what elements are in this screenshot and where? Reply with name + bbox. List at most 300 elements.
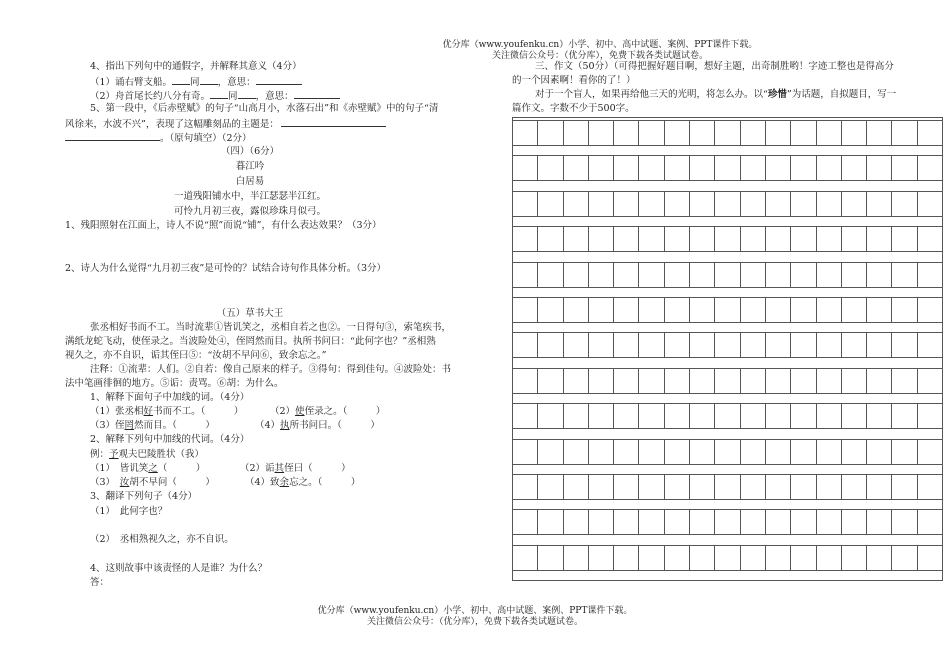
q4-item-2-tong: 同 xyxy=(228,91,238,102)
grid-cell[interactable] xyxy=(538,510,563,534)
grid-cell[interactable] xyxy=(665,546,690,570)
grid-cell[interactable] xyxy=(817,404,842,428)
grid-cell[interactable] xyxy=(538,475,563,499)
grid-cell[interactable] xyxy=(715,404,740,428)
grid-cell[interactable] xyxy=(589,298,614,322)
grid-cell[interactable] xyxy=(513,156,538,180)
grid-cell[interactable] xyxy=(665,192,690,216)
q4-item-1-meaning: ，意思： xyxy=(217,77,256,88)
grid-cell[interactable] xyxy=(791,121,816,145)
q4-2-blank-b[interactable] xyxy=(238,89,256,99)
grid-cell[interactable] xyxy=(665,298,690,322)
q4-2-blank-c[interactable] xyxy=(294,89,340,99)
note-line-2: 法中笔画徘徊的地方。⑤诟：责骂。⑥胡：为什么。 xyxy=(65,378,284,389)
sq2-1-post: （ ） xyxy=(157,463,206,474)
sq2-1-pre: （1） 皆讥笑 xyxy=(90,463,149,474)
grid-cell[interactable] xyxy=(639,404,664,428)
grid-cell[interactable] xyxy=(614,156,639,180)
sq1-item-2 xyxy=(270,406,385,418)
grid-cell[interactable] xyxy=(892,333,917,357)
grid-row xyxy=(513,332,942,358)
grid-cell[interactable] xyxy=(564,121,589,145)
grid-cell[interactable] xyxy=(639,440,664,464)
q4-title: 4、指出下列句中的通假字，并解释其意义（4分） xyxy=(90,61,302,72)
grid-cell[interactable] xyxy=(918,121,942,145)
grid-cell[interactable] xyxy=(766,192,791,216)
story-line-1: 张丞相好书而不工。当时流辈①皆讥笑之，丞相自若之也②。一日得句③，索笔疾书， xyxy=(90,322,452,333)
sq2-2-pre: （2）诟 xyxy=(240,463,275,474)
grid-cell[interactable] xyxy=(690,298,715,322)
grid-cell[interactable] xyxy=(791,475,816,499)
grid-cell[interactable] xyxy=(867,475,892,499)
grid-cell[interactable] xyxy=(589,263,614,287)
grid-cell[interactable] xyxy=(918,510,942,534)
grid-cell[interactable] xyxy=(538,121,563,145)
grid-cell[interactable] xyxy=(715,298,740,322)
q5-blank-2[interactable] xyxy=(65,131,160,141)
sq1-1-post: 书而不工。（ ） xyxy=(153,406,244,417)
grid-cell[interactable] xyxy=(918,192,942,216)
sq1-item-3 xyxy=(90,420,215,432)
grid-cell[interactable] xyxy=(513,192,538,216)
grid-cell[interactable] xyxy=(918,404,942,428)
grid-cell[interactable] xyxy=(639,475,664,499)
grid-cell[interactable] xyxy=(817,298,842,322)
grid-cell[interactable] xyxy=(791,333,816,357)
sq2-4-underlined: 余 xyxy=(279,477,290,488)
grid-cell[interactable] xyxy=(892,510,917,534)
grid-cell[interactable] xyxy=(867,156,892,180)
grid-cell[interactable] xyxy=(690,404,715,428)
composition-grid[interactable] xyxy=(512,117,943,581)
sq1-4-post: 所书问曰。（ ） xyxy=(289,420,380,431)
grid-cell[interactable] xyxy=(564,192,589,216)
grid-row xyxy=(513,545,942,571)
grid-cell[interactable] xyxy=(614,475,639,499)
grid-cell[interactable] xyxy=(842,475,867,499)
grid-cell[interactable] xyxy=(867,369,892,393)
grid-cell[interactable] xyxy=(817,121,842,145)
poem-line-1: 一道残阳铺水中，半江瑟瑟半江红。 xyxy=(173,191,326,202)
story-question-3: 3、翻译下列句子（4分） xyxy=(90,491,198,502)
grid-cell[interactable] xyxy=(741,298,766,322)
story-line-2: 满纸龙蛇飞动，使侄录之。当波险处④，侄罔然而目。执所书问曰：“此何字也？”丞相熟 xyxy=(65,336,436,347)
grid-cell[interactable] xyxy=(791,440,816,464)
q5-line-2 xyxy=(65,117,386,131)
grid-cell[interactable] xyxy=(741,227,766,251)
grid-cell[interactable] xyxy=(513,475,538,499)
grid-cell[interactable] xyxy=(665,227,690,251)
composition-line-2: 的一个因素啊！看你的了！） xyxy=(512,75,636,86)
grid-cell[interactable] xyxy=(892,298,917,322)
grid-cell[interactable] xyxy=(538,156,563,180)
grid-cell[interactable] xyxy=(538,333,563,357)
grid-cell[interactable] xyxy=(741,333,766,357)
grid-cell[interactable] xyxy=(842,369,867,393)
grid-cell[interactable] xyxy=(589,121,614,145)
grid-cell[interactable] xyxy=(766,510,791,534)
grid-cell[interactable] xyxy=(766,156,791,180)
grid-cell[interactable] xyxy=(614,263,639,287)
grid-cell[interactable] xyxy=(690,369,715,393)
grid-cell[interactable] xyxy=(791,156,816,180)
grid-cell[interactable] xyxy=(791,546,816,570)
q4-1-blank-c[interactable] xyxy=(256,75,302,85)
grid-cell[interactable] xyxy=(766,121,791,145)
grid-cell[interactable] xyxy=(564,510,589,534)
grid-cell[interactable] xyxy=(589,475,614,499)
grid-cell[interactable] xyxy=(715,227,740,251)
composition-line-3-pre: 对于一个盲人，如果再给他三天的光明，将怎么办。以“ xyxy=(535,89,768,100)
grid-cell[interactable] xyxy=(665,121,690,145)
grid-row xyxy=(513,439,942,465)
grid-cell[interactable] xyxy=(564,475,589,499)
grid-cell[interactable] xyxy=(842,404,867,428)
grid-cell[interactable] xyxy=(690,440,715,464)
grid-cell[interactable] xyxy=(665,440,690,464)
sq1-3-pre: （3）侄 xyxy=(90,420,125,431)
grid-cell[interactable] xyxy=(614,333,639,357)
grid-cell[interactable] xyxy=(639,121,664,145)
grid-cell[interactable] xyxy=(867,510,892,534)
grid-cell[interactable] xyxy=(892,156,917,180)
grid-cell[interactable] xyxy=(589,440,614,464)
grid-cell[interactable] xyxy=(892,440,917,464)
q4-item-2-meaning: ，意思： xyxy=(255,91,294,102)
grid-cell[interactable] xyxy=(892,121,917,145)
grid-cell[interactable] xyxy=(513,298,538,322)
grid-cell[interactable] xyxy=(867,298,892,322)
q4-item-2 xyxy=(90,89,340,103)
grid-cell[interactable] xyxy=(892,404,917,428)
grid-cell[interactable] xyxy=(513,369,538,393)
grid-cell[interactable] xyxy=(690,475,715,499)
grid-cell[interactable] xyxy=(564,156,589,180)
grid-cell[interactable] xyxy=(715,192,740,216)
grid-cell[interactable] xyxy=(766,546,791,570)
poem-question-1: 1、残阳照射在江面上，诗人不说“照”而说“铺”，有什么表达效果？（3分） xyxy=(65,220,382,231)
grid-cell[interactable] xyxy=(817,369,842,393)
grid-cell[interactable] xyxy=(817,440,842,464)
sq2-example-pre: 例： xyxy=(90,449,110,460)
grid-cell[interactable] xyxy=(589,369,614,393)
grid-cell[interactable] xyxy=(690,192,715,216)
grid-cell[interactable] xyxy=(614,192,639,216)
grid-cell[interactable] xyxy=(842,333,867,357)
grid-cell[interactable] xyxy=(842,227,867,251)
grid-cell[interactable] xyxy=(867,121,892,145)
grid-cell[interactable] xyxy=(639,263,664,287)
sq1-1-underlined: 好 xyxy=(143,406,154,417)
grid-cell[interactable] xyxy=(791,369,816,393)
story-question-1: 1、解释下面句子中加线的词。（4分） xyxy=(90,392,250,403)
grid-cell[interactable] xyxy=(892,192,917,216)
grid-cell[interactable] xyxy=(867,404,892,428)
grid-cell[interactable] xyxy=(690,227,715,251)
grid-cell[interactable] xyxy=(842,156,867,180)
sq1-3-post: 然而目。（ ） xyxy=(134,420,215,431)
sq1-item-4 xyxy=(255,420,380,432)
grid-cell[interactable] xyxy=(665,475,690,499)
grid-cell[interactable] xyxy=(614,121,639,145)
grid-cell[interactable] xyxy=(766,298,791,322)
grid-cell[interactable] xyxy=(715,333,740,357)
grid-cell[interactable] xyxy=(766,440,791,464)
grid-cell[interactable] xyxy=(918,475,942,499)
grid-cell[interactable] xyxy=(513,121,538,145)
q5-line-3-text: 。（原句填空）（2分） xyxy=(160,133,252,144)
grid-row xyxy=(513,474,942,500)
grid-cell[interactable] xyxy=(741,369,766,393)
grid-cell[interactable] xyxy=(867,440,892,464)
grid-cell[interactable] xyxy=(614,510,639,534)
grid-cell[interactable] xyxy=(538,298,563,322)
grid-cell[interactable] xyxy=(715,510,740,534)
grid-cell[interactable] xyxy=(639,333,664,357)
grid-cell[interactable] xyxy=(589,333,614,357)
grid-cell[interactable] xyxy=(614,440,639,464)
grid-cell[interactable] xyxy=(639,546,664,570)
sq2-2-post: 侄曰（ ） xyxy=(284,463,351,474)
grid-cell[interactable] xyxy=(564,227,589,251)
grid-cell[interactable] xyxy=(817,192,842,216)
grid-cell[interactable] xyxy=(741,404,766,428)
grid-cell[interactable] xyxy=(741,121,766,145)
grid-cell[interactable] xyxy=(817,263,842,287)
grid-cell[interactable] xyxy=(564,298,589,322)
grid-cell[interactable] xyxy=(741,510,766,534)
grid-cell[interactable] xyxy=(715,475,740,499)
grid-cell[interactable] xyxy=(791,298,816,322)
grid-cell[interactable] xyxy=(665,404,690,428)
grid-cell[interactable] xyxy=(513,227,538,251)
grid-cell[interactable] xyxy=(614,369,639,393)
composition-line-1: 三、作文（50分）（可得把握好题目啊，想好主题，出奇制胜哟！字迹工整也是得高分 xyxy=(535,61,894,72)
grid-cell[interactable] xyxy=(564,546,589,570)
grid-cell[interactable] xyxy=(817,333,842,357)
grid-cell[interactable] xyxy=(791,263,816,287)
grid-cell[interactable] xyxy=(766,263,791,287)
grid-cell[interactable] xyxy=(715,263,740,287)
grid-cell[interactable] xyxy=(589,156,614,180)
grid-cell[interactable] xyxy=(766,369,791,393)
grid-row xyxy=(513,120,942,146)
grid-cell[interactable] xyxy=(715,121,740,145)
grid-cell[interactable] xyxy=(741,546,766,570)
grid-cell[interactable] xyxy=(589,192,614,216)
sq2-3-pre: （3） xyxy=(90,477,120,488)
grid-cell[interactable] xyxy=(918,369,942,393)
grid-cell[interactable] xyxy=(741,263,766,287)
grid-cell[interactable] xyxy=(918,227,942,251)
grid-row xyxy=(513,403,942,429)
grid-row xyxy=(513,297,942,323)
grid-cell[interactable] xyxy=(690,156,715,180)
grid-cell[interactable] xyxy=(741,440,766,464)
grid-cell[interactable] xyxy=(791,404,816,428)
grid-cell[interactable] xyxy=(690,121,715,145)
sq1-1-pre: （1）张丞相 xyxy=(90,406,144,417)
poem-author: 白居易 xyxy=(235,176,265,187)
grid-cell[interactable] xyxy=(538,227,563,251)
grid-cell[interactable] xyxy=(741,156,766,180)
grid-cell[interactable] xyxy=(639,369,664,393)
grid-cell[interactable] xyxy=(614,404,639,428)
grid-cell[interactable] xyxy=(589,546,614,570)
grid-cell[interactable] xyxy=(513,333,538,357)
q4-item-1-text: （1）诵右臂支船。 xyxy=(90,77,173,88)
grid-cell[interactable] xyxy=(741,475,766,499)
grid-cell[interactable] xyxy=(690,510,715,534)
grid-cell[interactable] xyxy=(766,227,791,251)
grid-cell[interactable] xyxy=(715,546,740,570)
grid-cell[interactable] xyxy=(715,156,740,180)
grid-row xyxy=(513,509,942,535)
grid-cell[interactable] xyxy=(538,440,563,464)
grid-cell[interactable] xyxy=(614,298,639,322)
grid-cell[interactable] xyxy=(918,156,942,180)
grid-cell[interactable] xyxy=(741,192,766,216)
grid-cell[interactable] xyxy=(817,156,842,180)
q4-item-1-tong: 同 xyxy=(190,77,200,88)
grid-cell[interactable] xyxy=(614,546,639,570)
grid-cell[interactable] xyxy=(538,263,563,287)
grid-cell[interactable] xyxy=(614,227,639,251)
sq2-4-pre: （4）致 xyxy=(245,477,280,488)
q5-blank-1[interactable] xyxy=(281,117,386,127)
grid-cell[interactable] xyxy=(715,369,740,393)
header-line-1: 优分库（www.youfenku.cn）小学、初中、高中试题、案例、PPT课件下载。 xyxy=(442,40,758,50)
q5-line-1: 5、第一段中，《后赤壁赋》的句子“山高月小，水落石出”和《赤壁赋》中的句子“清 xyxy=(90,103,439,114)
section-5-title: （五）草书大王 xyxy=(216,308,284,319)
grid-cell[interactable] xyxy=(766,404,791,428)
grid-cell[interactable] xyxy=(867,227,892,251)
grid-cell[interactable] xyxy=(690,263,715,287)
grid-cell[interactable] xyxy=(665,333,690,357)
grid-cell[interactable] xyxy=(892,369,917,393)
grid-cell[interactable] xyxy=(538,192,563,216)
grid-cell[interactable] xyxy=(817,475,842,499)
sq3-item-2: （2） 丞相熟视久之，亦不自识。 xyxy=(90,534,234,545)
grid-cell[interactable] xyxy=(538,546,563,570)
footer-line-1: 优分库（www.youfenku.cn）小学、初中、高中试题、案例、PPT课件下载。 xyxy=(317,606,633,616)
grid-cell[interactable] xyxy=(564,263,589,287)
grid-cell[interactable] xyxy=(715,440,740,464)
grid-cell[interactable] xyxy=(665,510,690,534)
grid-cell[interactable] xyxy=(665,263,690,287)
grid-cell[interactable] xyxy=(892,475,917,499)
grid-cell[interactable] xyxy=(867,263,892,287)
q5-line-3 xyxy=(65,131,252,145)
grid-cell[interactable] xyxy=(842,192,867,216)
grid-cell[interactable] xyxy=(842,298,867,322)
grid-cell[interactable] xyxy=(817,227,842,251)
grid-cell[interactable] xyxy=(842,510,867,534)
poem-title: 暮江吟 xyxy=(235,161,265,172)
sq1-4-underlined: 执 xyxy=(280,420,290,431)
composition-line-3-post: ”为话题，自拟题目，写一 xyxy=(786,89,897,100)
composition-topic: 珍惜 xyxy=(767,89,787,100)
composition-line-3 xyxy=(535,89,896,101)
grid-cell[interactable] xyxy=(892,546,917,570)
grid-cell[interactable] xyxy=(564,440,589,464)
q4-item-2-text: （2）舟首尾长约八分有奇。 xyxy=(90,91,211,102)
grid-cell[interactable] xyxy=(564,333,589,357)
grid-cell[interactable] xyxy=(639,298,664,322)
section-4-title: （四）（6分） xyxy=(220,146,280,157)
q4-1-blank-b[interactable] xyxy=(200,75,218,85)
grid-cell[interactable] xyxy=(842,440,867,464)
grid-cell[interactable] xyxy=(639,227,664,251)
grid-cell[interactable] xyxy=(791,192,816,216)
grid-cell[interactable] xyxy=(918,546,942,570)
grid-row xyxy=(513,155,942,181)
grid-cell[interactable] xyxy=(867,546,892,570)
grid-cell[interactable] xyxy=(690,546,715,570)
grid-cell[interactable] xyxy=(842,121,867,145)
grid-cell[interactable] xyxy=(639,510,664,534)
grid-cell[interactable] xyxy=(564,404,589,428)
grid-cell[interactable] xyxy=(817,546,842,570)
grid-cell[interactable] xyxy=(918,333,942,357)
grid-cell[interactable] xyxy=(892,263,917,287)
grid-cell[interactable] xyxy=(665,369,690,393)
grid-row xyxy=(513,226,942,252)
grid-cell[interactable] xyxy=(513,404,538,428)
sq1-4-pre: （4） xyxy=(255,420,281,431)
q4-2-blank-a[interactable] xyxy=(210,89,228,99)
grid-cell[interactable] xyxy=(513,510,538,534)
story-question-2: 2、解释下列句中加线的代词。（4分） xyxy=(90,434,250,445)
sq1-2-post: 侄录之。（ ） xyxy=(304,406,386,417)
grid-cell[interactable] xyxy=(564,369,589,393)
grid-cell[interactable] xyxy=(589,510,614,534)
grid-cell[interactable] xyxy=(892,227,917,251)
sq2-item-2 xyxy=(240,463,351,475)
grid-cell[interactable] xyxy=(842,546,867,570)
sq2-item-4 xyxy=(245,477,360,489)
grid-cell[interactable] xyxy=(589,227,614,251)
grid-cell[interactable] xyxy=(791,510,816,534)
sq1-3-underlined: 罔 xyxy=(124,420,135,431)
grid-cell[interactable] xyxy=(918,263,942,287)
grid-cell[interactable] xyxy=(513,440,538,464)
grid-cell[interactable] xyxy=(791,227,816,251)
grid-row xyxy=(513,368,942,394)
grid-cell[interactable] xyxy=(766,333,791,357)
grid-cell[interactable] xyxy=(665,156,690,180)
grid-cell[interactable] xyxy=(766,475,791,499)
grid-cell[interactable] xyxy=(538,369,563,393)
grid-cell[interactable] xyxy=(513,546,538,570)
grid-cell[interactable] xyxy=(842,263,867,287)
grid-cell[interactable] xyxy=(589,404,614,428)
grid-cell[interactable] xyxy=(918,440,942,464)
grid-cell[interactable] xyxy=(639,156,664,180)
grid-cell[interactable] xyxy=(867,192,892,216)
grid-cell[interactable] xyxy=(817,510,842,534)
grid-cell[interactable] xyxy=(867,333,892,357)
grid-cell[interactable] xyxy=(538,404,563,428)
story-line-3: 视久之，亦不自识，诟其侄曰⑤：“汝胡不早问⑥，致余忘之。” xyxy=(65,350,327,361)
q4-1-blank-a[interactable] xyxy=(172,75,190,85)
grid-cell[interactable] xyxy=(639,192,664,216)
composition-line-4: 篇作文。字数不少于500字。 xyxy=(512,103,635,114)
grid-cell[interactable] xyxy=(918,298,942,322)
grid-cell[interactable] xyxy=(513,263,538,287)
sq2-1-underlined: 之 xyxy=(148,463,158,474)
grid-cell[interactable] xyxy=(690,333,715,357)
